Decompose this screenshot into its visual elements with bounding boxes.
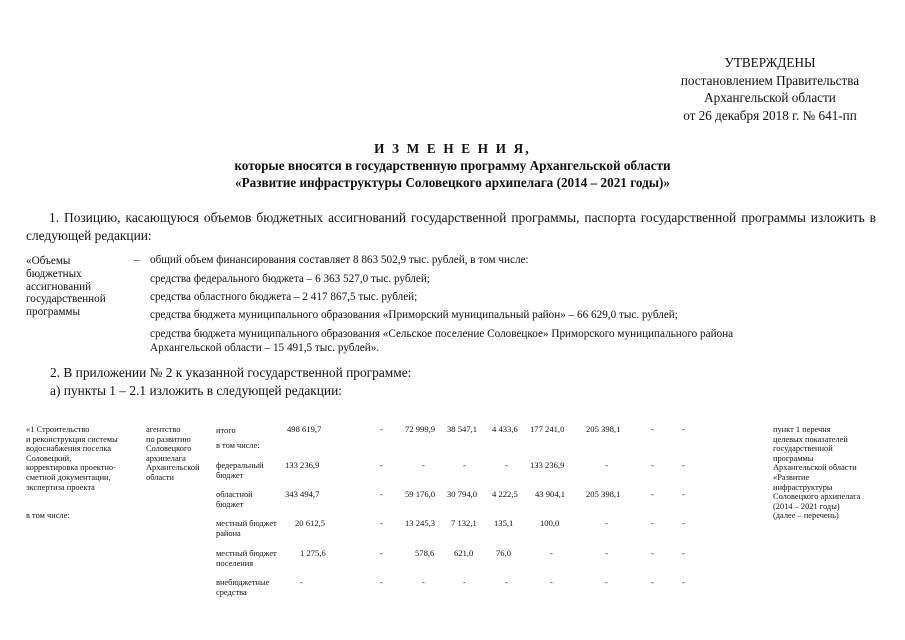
table-cell: 133 236,9 [530,460,565,470]
last-col-line: Соловецкого архипелага [773,492,861,502]
passport-line: средства федерального бюджета – 6 363 527,0 тыс. рублей; [150,273,430,285]
row-label-line: средства [216,587,247,597]
table-cell: - [300,577,303,587]
table-cell: - [505,577,508,587]
approval-block [620,54,905,124]
table-col1-line: водоснабжения поселка [26,444,112,454]
row-label-line: бюджет [216,499,244,509]
table-col2-line: архипелага [146,453,186,463]
last-col-line: инфраструктуры [773,482,833,492]
table-cell: - [682,518,685,528]
table-cell: 205 398,1 [586,424,621,434]
approval-line: от 26 декабря 2018 г. № 641-пп [683,107,857,123]
document-title [0,140,905,191]
table-cell: - [505,460,508,470]
table-col1-line: «1 Строительство [26,425,90,434]
title-line: «Развитие инфраструктуры Соловецкого архипелага (2014 – 2021 годы)» [234,175,671,190]
row-label-line: итого [216,426,236,435]
table-cell: 578,6 [415,548,435,558]
table-cell: 133 236,9 [285,460,320,470]
table-cell: - [550,548,553,558]
table-col1-line: корректировка проектно- [26,463,116,473]
table-row-label [216,461,264,480]
passport-line: общий объем финансирования составляет 8 863 502,9 тыс. рублей, в том числе: [150,254,529,266]
table-cell: 7 132,1 [451,518,477,528]
table-cell: 76,0 [496,548,512,558]
row-label-line: федеральный [216,461,264,470]
table-cell: - [682,577,685,587]
table-cell: 20 612,5 [295,518,326,528]
table-col1 [26,425,136,492]
table-row-label [216,578,269,597]
passport-label-line: «Объемы [26,255,71,267]
table-cell: - [422,577,425,587]
last-col-line: (далее – перечень) [773,511,839,521]
last-col-line: целевых показателей [773,434,848,444]
last-col-line: (2014 – 2021 годы) [773,501,840,511]
paragraph-2: 2. В приложении № 2 к указанной государственной программе: [50,365,412,380]
table-col2-line: Соловецкого [146,444,192,454]
table-cell: 4 433,6 [492,424,518,434]
passport-dash: – [134,254,140,266]
table-cell: - [380,548,383,558]
title-line: И З М Е Н Е Н И Я, [374,141,531,156]
table-cell: 72 999,9 [405,424,436,434]
table-cell: - [682,548,685,558]
table-cell: - [380,577,383,587]
table-col2-line: области [146,472,174,482]
table-cell: - [605,577,608,587]
passport-label-line: государственной [26,293,106,306]
row-label-line: поселения [216,558,254,568]
table-cell: 1 275,6 [300,548,326,558]
table-cell: 343 494,7 [285,489,320,499]
paragraph-3: а) пункты 1 – 2.1 изложить в следующей редакции: [50,383,342,398]
approval-line: Архангельской области [704,90,836,105]
title-line: которые вносятся в государственную программу Архангельской области [234,158,671,173]
table-cell: - [463,460,466,470]
passport-line: средства областного бюджета – 2 417 867,5 тыс. рублей; [150,291,418,303]
row-label-line: внебюджетные [216,578,270,587]
table-cell: 498 619,7 [287,424,322,434]
table-col2-line: Архангельской [146,463,200,473]
table-row-label [216,441,260,451]
table-row-label [216,519,277,538]
table-cell: - [380,489,383,499]
last-col-line: «Развитие [773,472,810,482]
table-col2-line: агентство [146,425,181,434]
table-last-col [773,425,898,521]
table-row-label [216,426,236,436]
row-label-line: района [216,528,241,538]
row-label-line: местный бюджет [216,519,277,528]
table-cell: 30 794,0 [447,489,478,499]
paragraph-1: 1. Позицию, касающуюся объемов бюджетных ассигнований государственной программы, паспорта государственной программы изложить в следующей редакции: [26,210,876,243]
table-cell: - [651,518,654,528]
table-row-label [216,490,253,509]
last-col-line: государственной [773,444,833,454]
row-label-line: местный бюджет [216,549,277,558]
table-cell: - [605,548,608,558]
table-col2 [146,425,216,483]
row-label-line: областной [216,490,253,499]
table-cell: - [380,460,383,470]
table-col1-line: сметной документации, [26,472,111,482]
table-cell: - [682,424,685,434]
table-cell: 59 176,0 [405,489,436,499]
row-label-line: в том числе: [216,441,260,450]
table-row-label [216,549,277,568]
table-col2-line: по развитию [146,434,191,444]
row-label-line: бюджет [216,470,244,480]
passport-line: средства бюджета муниципального образования «Сельское поселение Соловецкое» Приморского муниципального района [150,328,734,340]
table-cell: 38 547,1 [447,424,478,434]
last-col-line: Архангельской области [773,463,857,473]
table-cell: - [550,577,553,587]
table-cell: - [380,518,383,528]
table-cell: 13 245,3 [405,518,436,528]
table-cell: - [605,460,608,470]
table-cell: - [682,460,685,470]
passport-label [26,255,126,319]
passport-line: Архангельской области – 15 491,5 тыс. рублей». [150,342,380,354]
table-col1-sub: в том числе: [26,511,70,520]
table-cell: 4 222,5 [492,489,518,499]
table-cell: - [682,489,685,499]
table-cell: - [651,548,654,558]
passport-label-line: бюджетных [26,267,82,280]
table-cell: - [651,460,654,470]
table-cell: 135,1 [494,518,514,528]
table-cell: 621,0 [454,548,474,558]
table-col1-line: и реконструкция системы [26,434,118,444]
passport-line: средства бюджета муниципального образования «Приморский муниципальный район» – 66 629,0 тыс. рублей; [150,309,678,321]
table-cell: 43 904,1 [535,489,566,499]
table-cell: 177 241,0 [530,424,565,434]
table-cell: - [463,577,466,587]
passport-label-line: ассигнований [26,280,92,293]
table-cell: - [605,518,608,528]
last-col-line: программы [773,453,814,463]
approval-line: постановлением Правительства [680,72,860,88]
table-cell: 205 398,1 [586,489,621,499]
table-cell: 100,0 [540,518,560,528]
table-col1-line: экспертиза проекта [26,482,95,492]
last-col-line: пункт 1 перечня [773,425,831,434]
table-cell: - [380,424,383,434]
table-cell: - [651,489,654,499]
table-cell: - [651,424,654,434]
approval-line: УТВЕРЖДЕНЫ [724,55,816,70]
table-cell: - [422,460,425,470]
passport-label-line: программы [26,306,80,319]
table-cell: - [651,577,654,587]
table-col1-line: Соловецкий, [26,453,72,463]
